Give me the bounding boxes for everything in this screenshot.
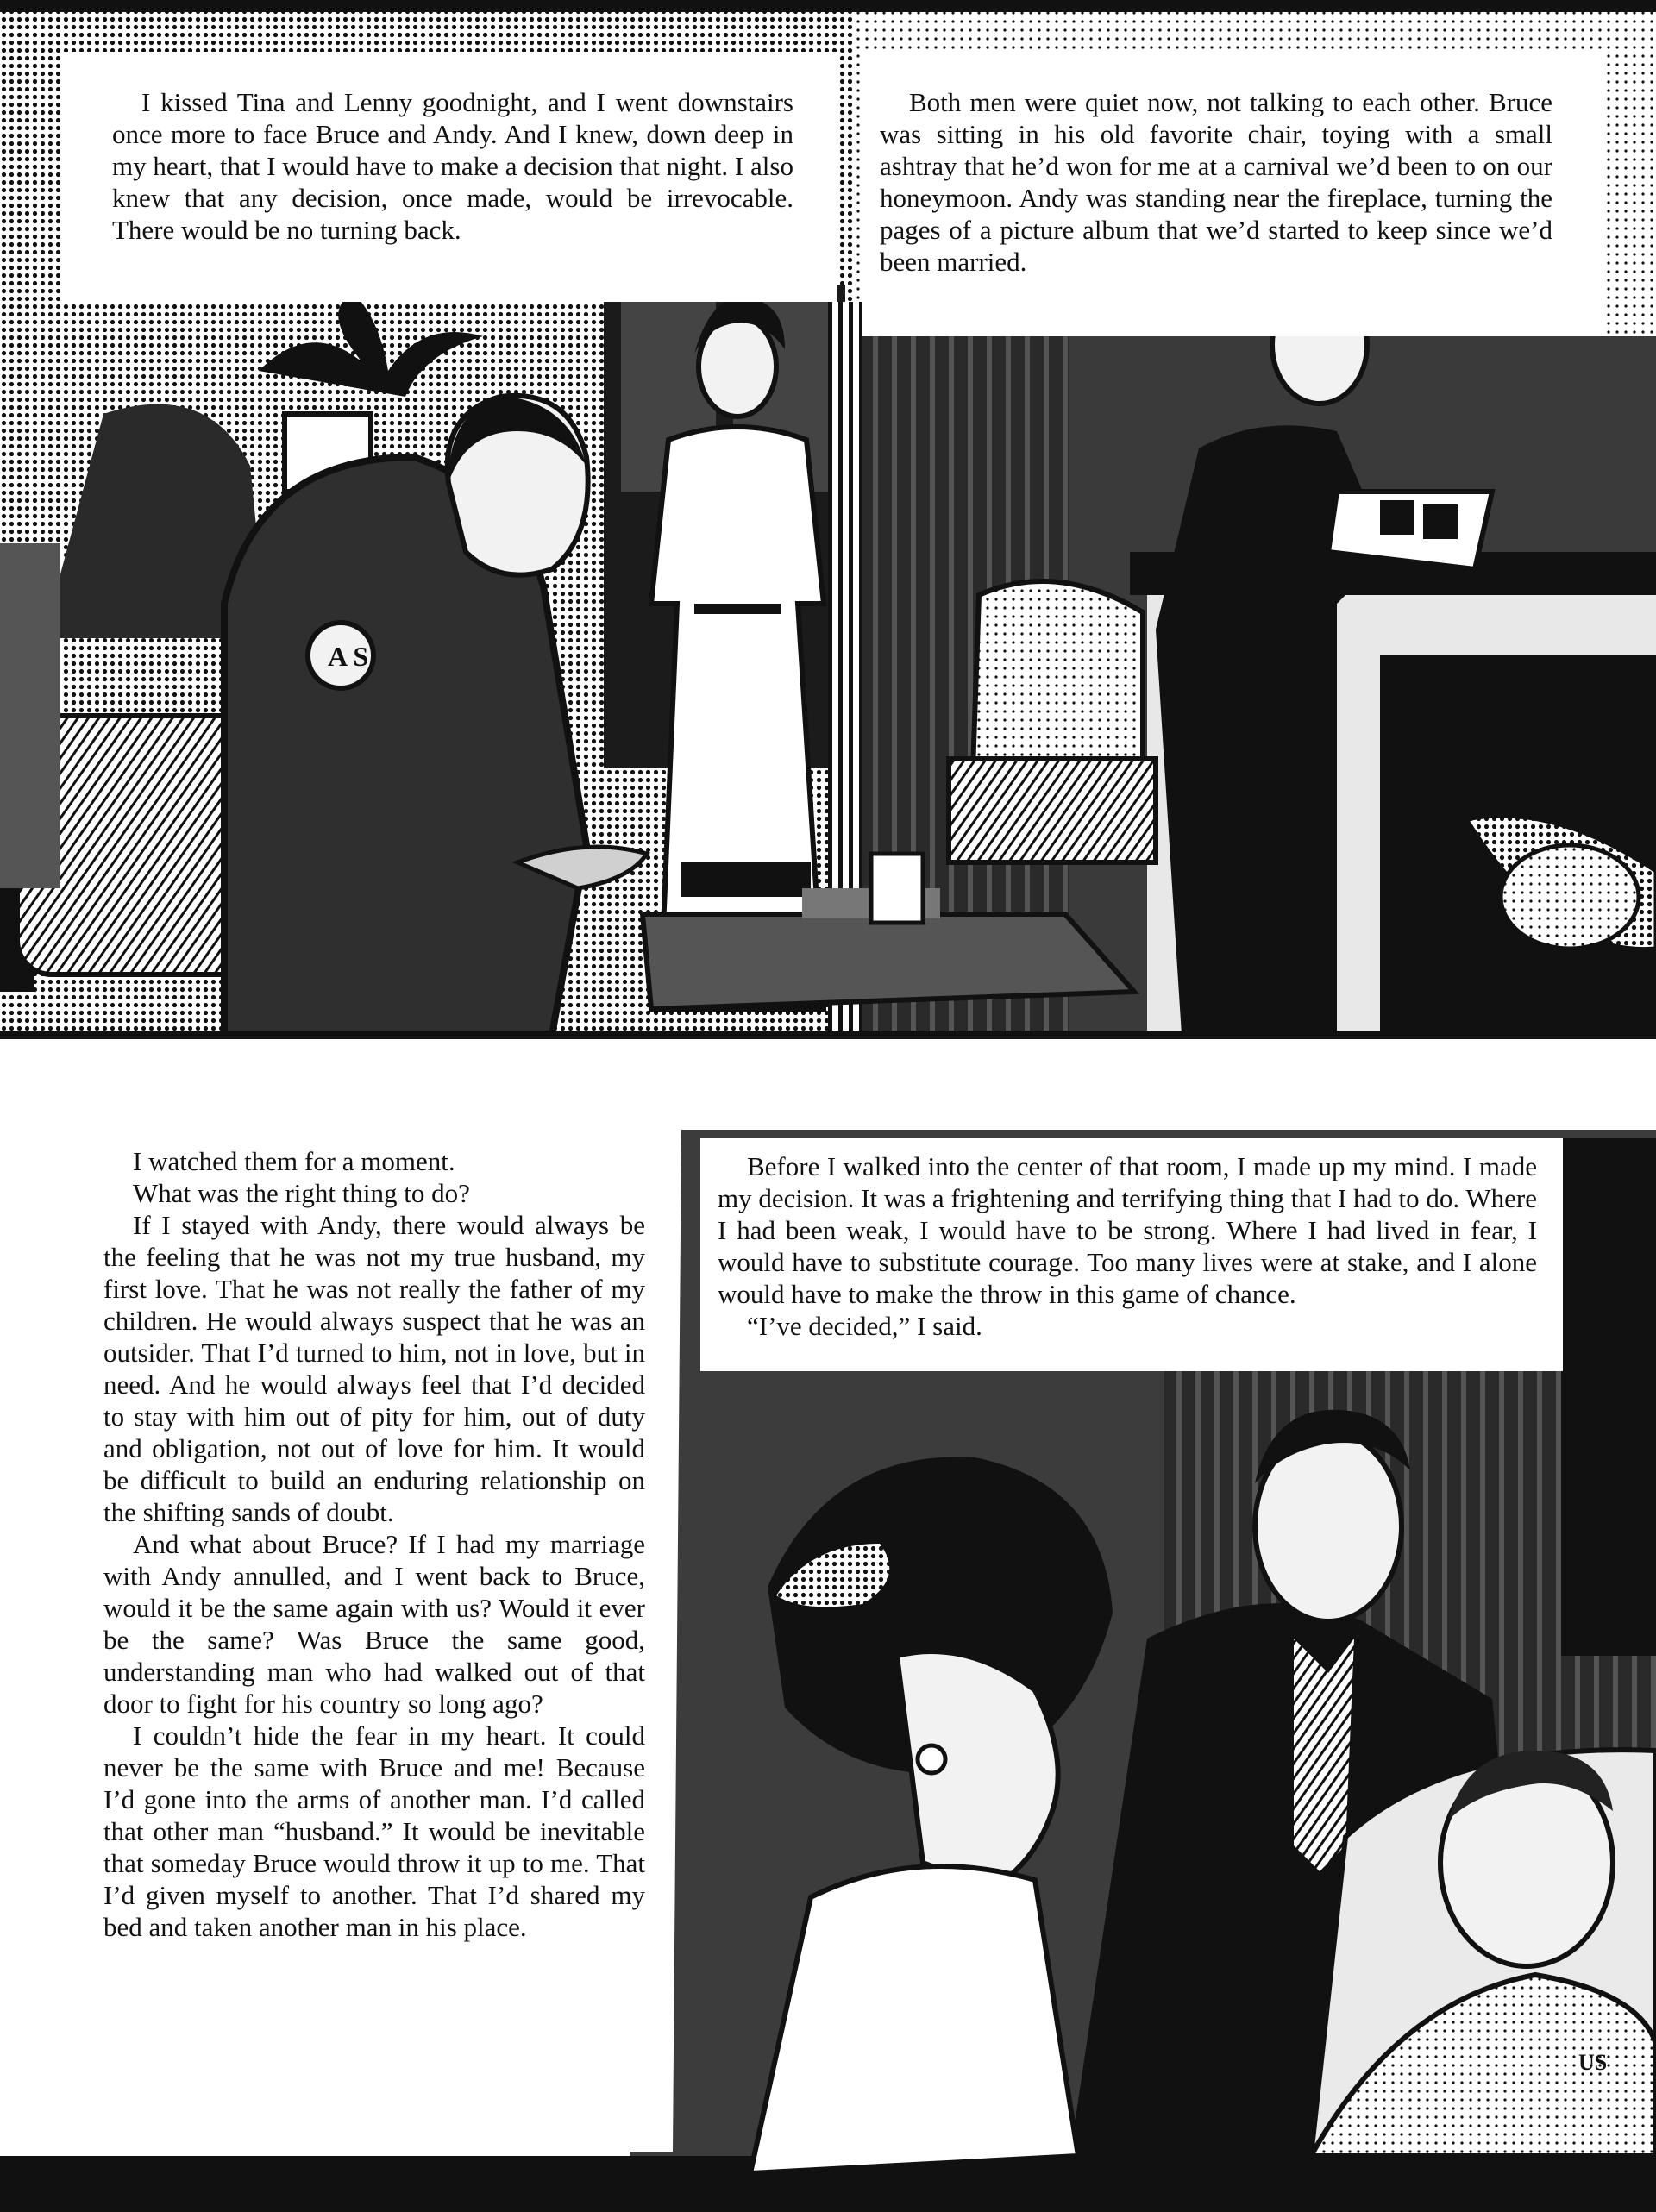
caption-paragraph: I watched them for a moment. [133,1146,455,1176]
caption-column-left [104,1138,656,2156]
caption-paragraph: Both men were quiet now, not talking to each other. Bruce was sitting in his old favorite chair, toying with a small ashtray that he’d won for me at a carnival we’d been to on our honeymoon. Andy was standing near the fireplace, turning the pages of a picture album that we’d started to keep since we’d been married. [880,87,1552,277]
caption-paragraph: And what about Bruce? If I had my marriage with Andy annulled, and I went back to Bruce, would it be the same again with us? Would it ever be the same? Was Bruce the same good, understanding man who had walked out of that door to fight for his country so long ago? [104,1529,645,1719]
caption-paragraph: If I stayed with Andy, there would always be the feeling that he was not my true husband, my first love. That he was not really the father of my children. He would always suspect that he was an outsider. That I’d turned to him, not in love, but in need. And he would always feel that I’d decided to stay with him out of pity for him, out of duty and obligation, not out of love for him. It would be difficult to build an enduring relationship on the shifting sands of doubt. [104,1210,645,1527]
caption-box-1 [60,52,837,302]
caption-paragraph: “I’ve decided,” I said. [747,1311,982,1341]
caption-box-2 [862,52,1604,336]
caption-paragraph: I couldn’t hide the fear in my heart. It could never be the same with Bruce and me! Because I’d gone into the arms of another man. I’d called that other man “husband.” It would be inevitable that someday Bruce would throw it up to me. That I’d given myself to another. That I’d shared my bed and taken another man in his place. [104,1720,645,1942]
collar-insignia-text: US [1578,2050,1608,2075]
caption-paragraph: I kissed Tina and Lenny goodnight, and I went downstairs once more to face Bruce and Andy. And I knew, down deep in my heart, that I would have to make a decision that night. I also knew that any decision, once made, would be irrevocable. There would be no turning back. [112,87,794,245]
shoulder-patch-text: A S [328,641,369,672]
caption-paragraph: Before I walked into the center of that room, I made up my mind. I made my decision. It was a frightening and terrifying thing that I had to do. Where I had been weak, I would have to be strong. Where I had lived in fear, I would have to substitute courage. Too many lives were at stake, and I alone would have to make the throw in this game of chance. [718,1151,1537,1309]
caption-paragraph: What was the right thing to do? [133,1178,470,1208]
caption-box-4 [700,1138,1563,1371]
